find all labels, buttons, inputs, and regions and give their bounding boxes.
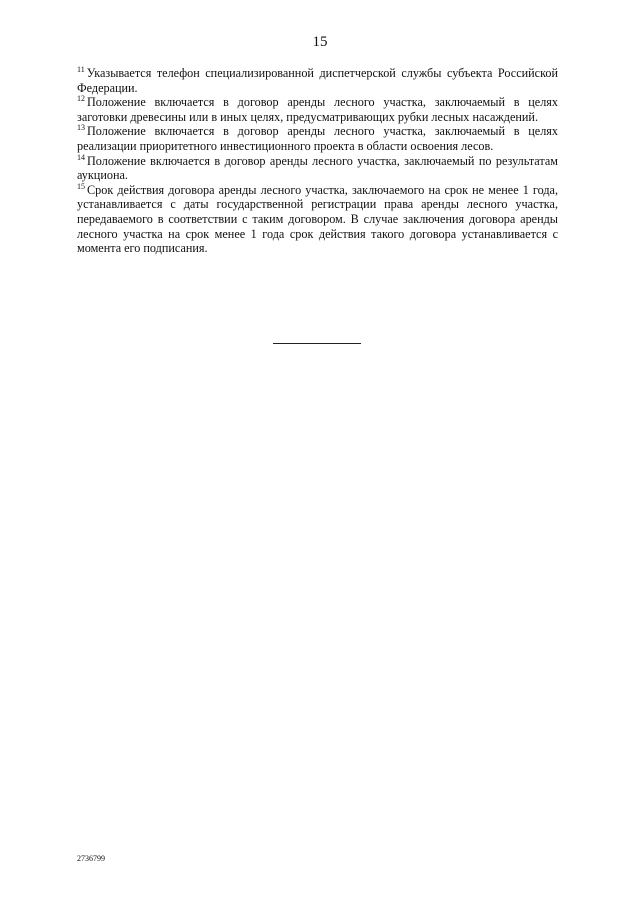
footnote-text: Положение включается в договор аренды лесного участка, заключаемый по результатам аукциона. (77, 153, 558, 183)
footnote-14 (77, 154, 558, 183)
footnote-marker: 13 (77, 123, 85, 133)
footnote-13 (77, 124, 558, 153)
footnote-15 (77, 183, 558, 256)
footnote-text: Положение включается в договор аренды лесного участка, заключаемый в целях реализации приоритетного инвестиционного проекта в области освоения лесов. (77, 124, 558, 153)
footnote-text: Положение включается в договор аренды лесного участка, заключаемый в целях заготовки древесины или в иных целях, предусматривающих рубки лесных насаждений. (77, 95, 558, 124)
footnotes-section (77, 66, 558, 256)
footnote-marker: 12 (77, 94, 85, 104)
document-code: 2736799 (77, 854, 105, 863)
footnote-12 (77, 95, 558, 124)
footnote-text: Указывается телефон специализированной диспетчерской службы субъекта Российской Федерации. (77, 66, 558, 95)
page-number: 15 (312, 34, 328, 50)
footnote-11 (77, 66, 558, 95)
footnote-marker: 15 (77, 181, 85, 191)
end-divider-line (273, 343, 361, 344)
footnote-marker: 14 (77, 152, 85, 162)
footnote-marker: 11 (77, 65, 85, 74)
footnote-text: Срок действия договора аренды лесного участка, заключаемого на срок не менее 1 года, устанавливается с даты государственной регистрации права аренды лесного участка, передаваемого в соответствии с таким договором. В случае заключения договора аренды лесного участка на срок менее 1 года срок действия такого договора устанавливается с момента его подписания. (77, 182, 558, 256)
